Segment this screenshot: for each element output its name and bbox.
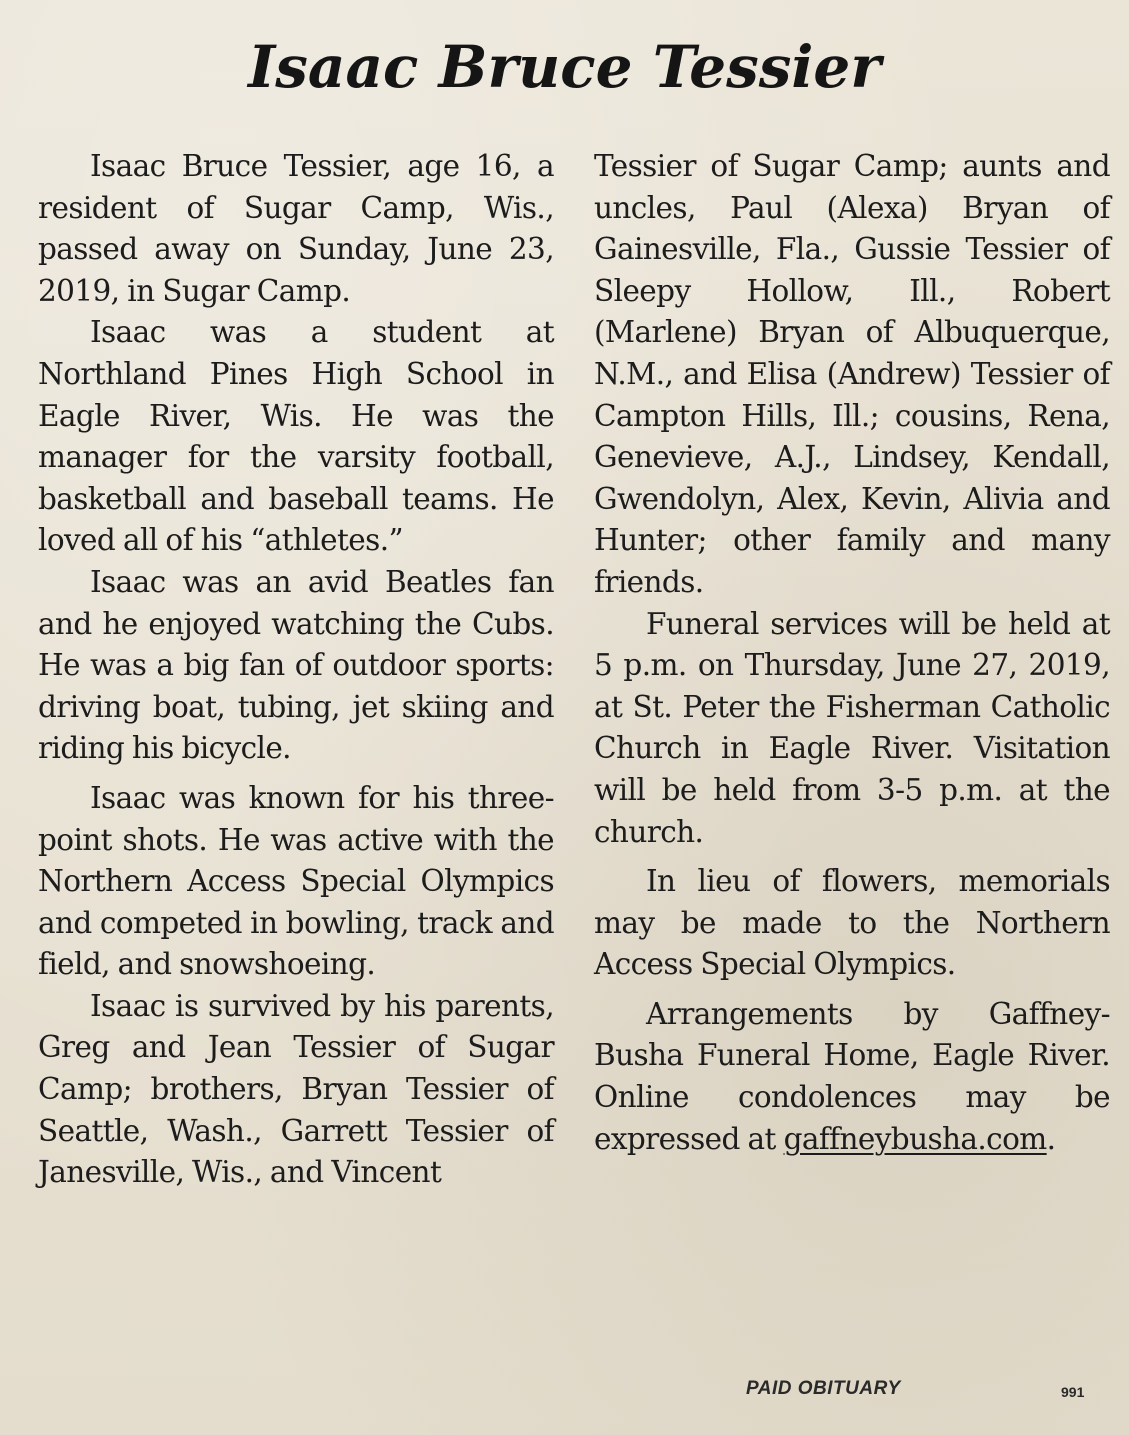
obituary-title: Isaac Bruce Tessier (248, 33, 881, 101)
paid-obituary-label: PAID OBITUARY (746, 1378, 901, 1399)
sentence-end: . (1046, 1121, 1056, 1156)
paragraph-olympics: Isaac was known for his three-point shots. He was active with the Northern Access Special Olympics and competed in bowling, track and field, and snowshoeing. (38, 780, 554, 982)
paragraph-memorials: In lieu of flowers, memorials may be made to the Northern Access Special Olympics. (594, 864, 1110, 982)
paragraph-hobbies: Isaac was an avid Beatles fan and he enjoyed watching the Cubs. He was a big fan of outdoor sports: driving boat, tubing, jet skiing and riding his bicycle. (38, 564, 554, 766)
left-column (38, 146, 554, 1194)
right-column (594, 146, 1110, 1160)
paragraph-school: Isaac was a student at Northland Pines High School in Eagle River, Wis. He was the manager for the varsity football, basketball and baseball teams. He loved all of his “athletes.” (38, 315, 554, 558)
paragraph-intro: Isaac Bruce Tessier, age 16, a resident of Sugar Camp, Wis., passed away on Sunday, June 23, 2019, in Sugar Camp. (38, 149, 554, 308)
paragraph-arrangements (594, 994, 1110, 1160)
arrangements-text: Arrangements by Gaffney-Busha Funeral Home, Eagle River. Online condolences may be expressed at (594, 996, 1110, 1156)
ad-code: 991 (1061, 1384, 1085, 1400)
paragraph-funeral-services: Funeral services will be held at 5 p.m. on Thursday, June 27, 2019, at St. Peter the Fisherman Catholic Church in Eagle River. Visitation will be held from 3-5 p.m. at the church. (594, 606, 1110, 849)
condolences-link[interactable]: gaffneybusha.com (783, 1121, 1047, 1156)
paragraph-survivors: Isaac is survived by his parents, Greg and Jean Tessier of Sugar Camp; brothers, Bryan Tessier of Seattle, Wash., Garrett Tessier of Janesville, Wis., and Vincent (38, 988, 554, 1190)
paragraph-survivors-continued: Tessier of Sugar Camp; aunts and uncles, Paul (Alexa) Bryan of Gainesville, Fla., Gussie Tessier of Sleepy Hollow, Ill., Robert (Marlene) Bryan of Albuquerque, N.M., and Elisa (Andrew) Tessier of Campton Hills, Ill.; cousins, Rena, Genevieve, A.J., Lindsey, Kendall, Gwendolyn, Alex, Kevin, Alivia and Hunter; other family and many friends. (594, 149, 1110, 599)
